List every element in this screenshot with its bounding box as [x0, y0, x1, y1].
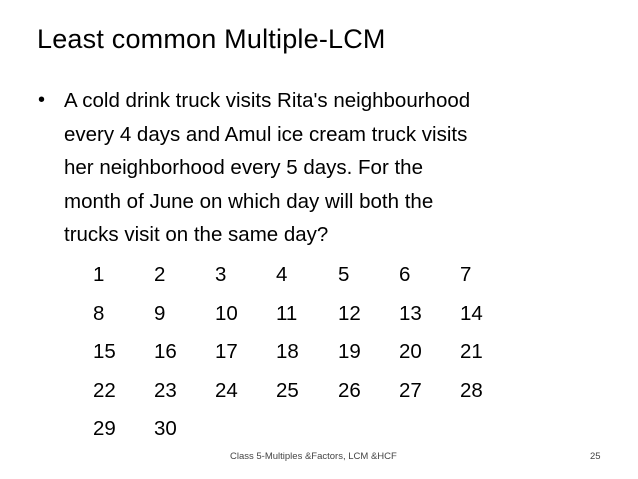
calendar-day: 3: [215, 263, 227, 286]
bullet-marker: •: [38, 89, 46, 111]
question-text: [64, 84, 612, 252]
calendar-day: 26: [338, 378, 361, 402]
page-number: 25: [590, 451, 601, 462]
calendar-day: 29: [93, 417, 116, 440]
calendar-day: 2: [154, 263, 166, 286]
calendar-day: 20: [399, 340, 422, 363]
calendar-day: 10: [215, 301, 238, 325]
calendar-day: 21: [460, 340, 483, 363]
calendar-day: 30: [154, 417, 177, 440]
slide-title: Least common Multiple-LCM: [37, 24, 386, 54]
calendar-day: 28: [460, 378, 483, 402]
calendar-day: 5: [338, 263, 350, 286]
question-line: A cold drink truck visits Rita's neighbourhood: [64, 89, 471, 112]
calendar-day: 4: [276, 263, 288, 286]
calendar-day: 8: [93, 301, 105, 325]
calendar-day: 11: [276, 301, 298, 325]
footer-text: Class 5-Multiples &Factors, LCM &HCF: [230, 451, 397, 462]
calendar-day: 25: [276, 378, 299, 402]
calendar-day: 23: [154, 378, 177, 402]
calendar-day: 1: [93, 263, 105, 286]
calendar-day: 22: [93, 378, 116, 402]
question-line: trucks visit on the same day?: [64, 223, 329, 246]
calendar-day: 18: [276, 340, 299, 363]
calendar-day: 12: [338, 301, 361, 325]
calendar-day: 14: [460, 301, 483, 325]
calendar-day: 16: [154, 340, 177, 363]
calendar-day: 7: [460, 263, 472, 286]
question-line: her neighborhood every 5 days. For the: [64, 156, 423, 179]
calendar-day: 6: [399, 263, 411, 286]
question-line: every 4 days and Amul ice cream truck visits: [64, 122, 468, 146]
calendar-day: 17: [215, 340, 238, 363]
calendar-day: 27: [399, 378, 422, 402]
calendar-day: 24: [215, 378, 238, 402]
calendar-day: 9: [154, 301, 166, 325]
calendar-day: 13: [399, 301, 422, 325]
calendar-day: 15: [93, 340, 116, 363]
calendar-day: 19: [338, 340, 361, 363]
question-line: month of June on which day will both the: [64, 189, 434, 213]
